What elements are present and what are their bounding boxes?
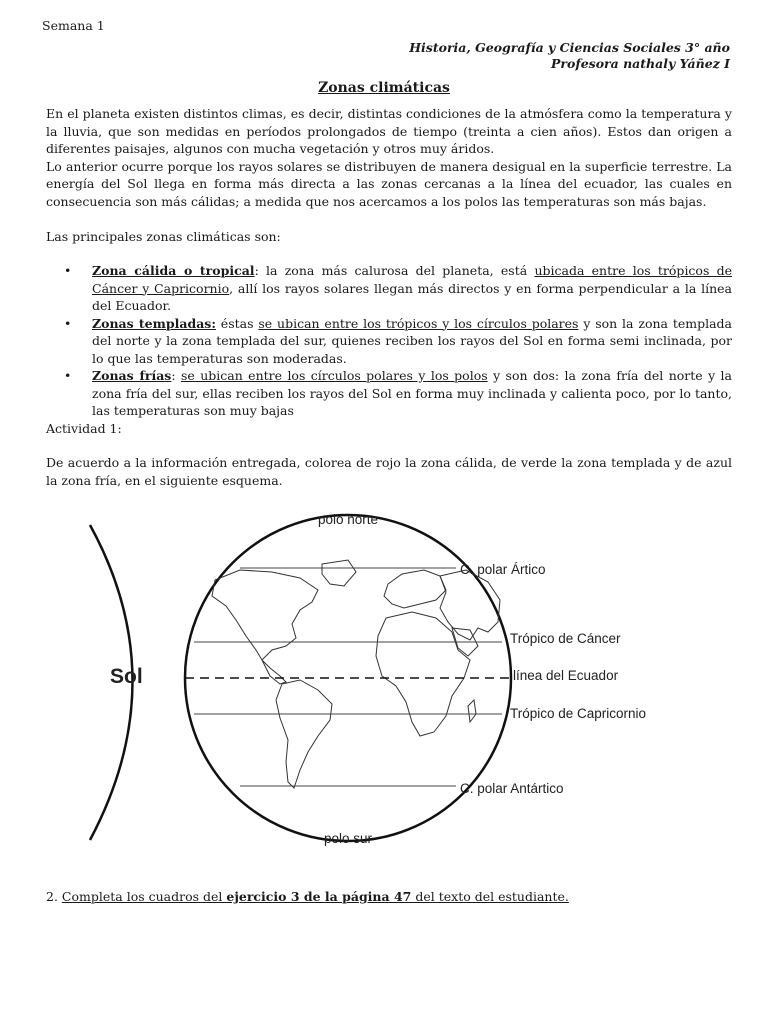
tropic-capricorn-label: Trópico de Capricornio bbox=[510, 706, 647, 721]
intro-paragraph-2: Lo anterior ocurre porque los rayos solares se distribuyen de manera desigual en la superficie terrestre. La energía del Sol llega en forma más directa a las zonas cercanas a la línea del ecuador, las cuales en consecuencia son más cálidas; a medida que nos acercamos a los polos las temperaturas son más bajas. bbox=[46, 158, 732, 209]
arctic-circle-label: C. polar Ártico bbox=[460, 562, 546, 577]
climate-zones-list bbox=[46, 262, 732, 420]
tropic-cancer-label: Trópico de Cáncer bbox=[510, 631, 621, 646]
question-text-part: del texto del estudiante. bbox=[411, 889, 569, 904]
teacher-header: Profesora nathaly Yáñez I bbox=[551, 56, 730, 71]
page-title bbox=[0, 80, 768, 96]
intro-paragraph-1: En el planeta existen distintos climas, es decir, distintas condiciones de la atmósfera como la temperatura y la lluvia, que son medidas en períodos prolongados de tiempo (treinta a cien años). Estos dan origen a diferentes paisajes, algunos con mucha vegetación y otros muy áridos. bbox=[46, 106, 732, 156]
zone-name: Zonas templadas: bbox=[92, 315, 216, 331]
sun-label: Sol bbox=[110, 665, 143, 688]
bullet-icon: • bbox=[64, 263, 72, 278]
zone-text: y son la zona templada del norte y la zona templada del sur, quienes reciben los rayos del Sol en forma semi inclinada, por lo que las temperaturas son moderadas. bbox=[92, 315, 732, 366]
page-title-text: Zonas climáticas bbox=[318, 80, 450, 96]
climate-zones-diagram bbox=[0, 500, 768, 860]
list-item-cold-zones bbox=[46, 367, 732, 420]
bullet-icon: • bbox=[64, 368, 72, 383]
subject-header: Historia, Geografía y Ciencias Sociales 3° año bbox=[409, 40, 730, 55]
week-label: Semana 1 bbox=[42, 18, 105, 33]
zone-location: se ubican entre los círculos polares y los polos bbox=[180, 368, 488, 383]
zones-intro: Las principales zonas climáticas son: bbox=[46, 229, 281, 244]
zone-text: éstas bbox=[215, 315, 259, 331]
antarctic-circle-label: C. polar Antártico bbox=[460, 781, 564, 796]
question-exercise-ref: ejercicio 3 de la página 47 bbox=[226, 889, 412, 904]
zone-location: ubicada entre los trópicos de Cáncer y Capricornio bbox=[92, 263, 733, 296]
intro-block bbox=[46, 105, 732, 210]
zone-name: Zona cálida o tropical bbox=[92, 263, 255, 278]
zone-text: y son dos: la zona fría del norte y la zona fría del sur, ellas reciben los rayos del Sol en forma muy inclinada y calienta poco, por lo tanto, las temperaturas son muy bajas bbox=[92, 368, 733, 418]
zone-name: Zonas frías bbox=[92, 368, 172, 383]
bullet-icon: • bbox=[64, 315, 72, 331]
list-item-tropical-zone bbox=[46, 262, 732, 315]
zone-text: : bbox=[171, 368, 181, 383]
question-number: 2. bbox=[46, 889, 58, 904]
south-pole-label: polo sur bbox=[323, 831, 373, 846]
question-text-part: Completa los cuadros del bbox=[61, 889, 227, 904]
question-text bbox=[62, 889, 569, 904]
zone-text: : la zona más calurosa del planeta, está bbox=[254, 263, 535, 278]
activity-label: Actividad 1: bbox=[46, 421, 122, 436]
equator-label: línea del Ecuador bbox=[513, 668, 619, 683]
north-pole-label: polo norte bbox=[317, 512, 379, 527]
activity-instruction: De acuerdo a la información entregada, colorea de rojo la zona cálida, de verde la zona templada y de azul la zona fría, en el siguiente esquema. bbox=[46, 455, 732, 488]
list-item-temperate-zones bbox=[46, 315, 732, 368]
question-2 bbox=[46, 889, 569, 904]
zone-location: se ubican entre los trópicos y los círculos polares bbox=[258, 315, 579, 331]
zone-text: , allí los rayos solares llegan más directos y en forma perpendicular a la línea del Ecuador. bbox=[92, 280, 732, 313]
